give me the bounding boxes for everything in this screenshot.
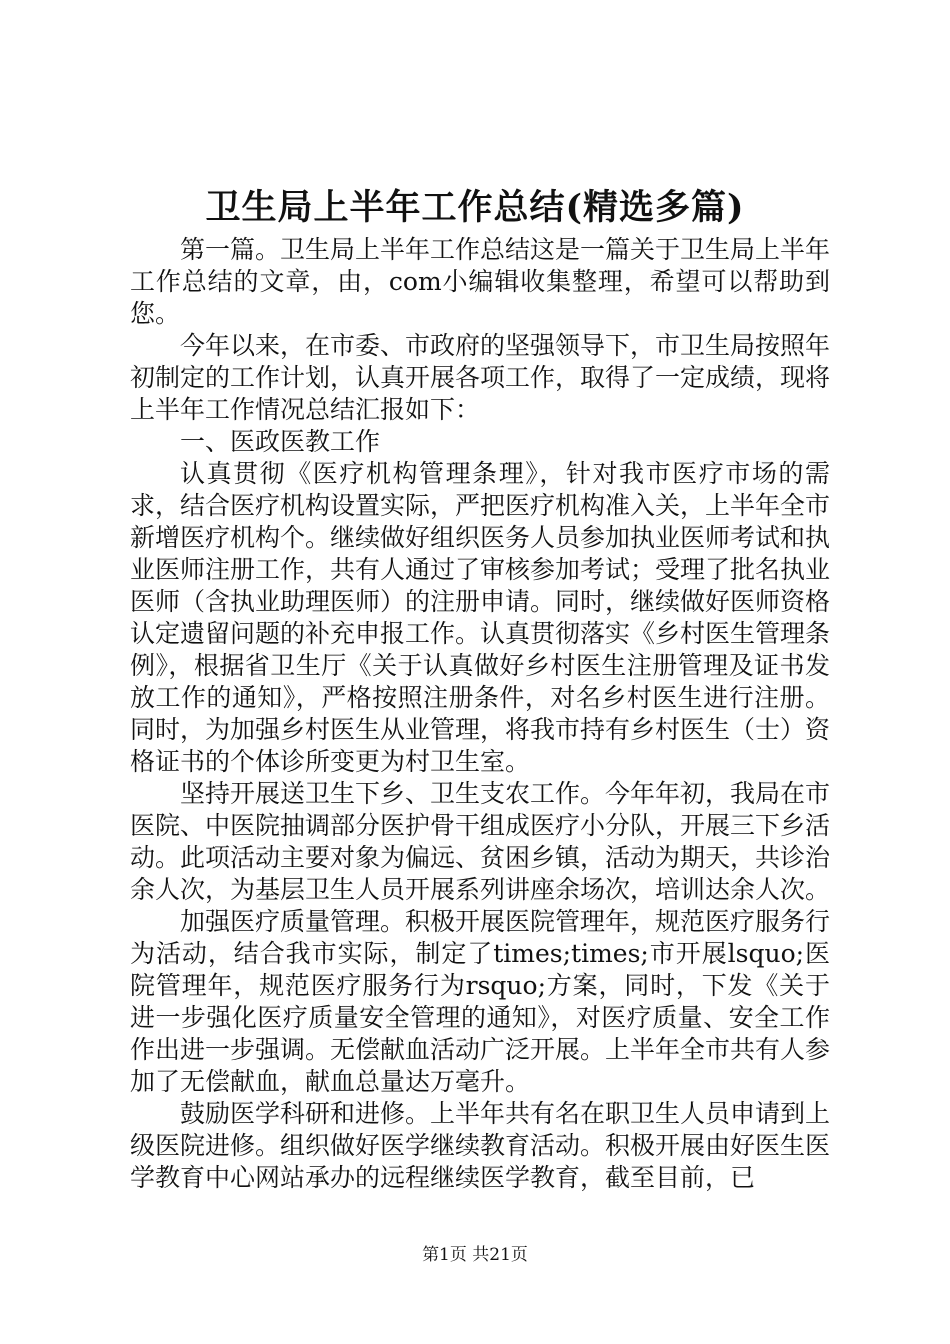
paragraph-rural-health: 坚持开展送卫生下乡、卫生支农工作。今年年初，我局在市医院、中医院抽调部分医护骨干组成医疗小分队，开展三下乡活动。此项活动主要对象为偏远、贫困乡镇，活动为期天，共诊治余人次，为基层卫生人员开展系列讲座余场次，培训达余人次。 [130,779,831,904]
document-body [130,234,830,1194]
paragraph-medical-institutions: 认真贯彻《医疗机构管理条理》，针对我市医疗市场的需求，结合医疗机构设置实际，严把医疗机构准入关，上半年全市新增医疗机构个。继续做好组织医务人员参加执业医师考试和执业医师注册工作，共有人通过了审核参加考试；受理了批名执业医师（含执业助理医师）的注册申请。同时，继续做好医师资格认定遗留问题的补充申报工作。认真贯彻落实《乡村医生管理条例》，根据省卫生厅《关于认真做好乡村医生注册管理及证书发放工作的通知》，严格按照注册条件，对名乡村医生进行注册。同时，为加强乡村医生从业管理，将我市持有乡村医生（士）资格证书的个体诊所变更为村卫生室。 [130,459,831,776]
paragraph-overview: 今年以来，在市委、市政府的坚强领导下，市卫生局按照年初制定的工作计划，认真开展各项工作，取得了一定成绩，现将上半年工作情况总结汇报如下： [130,331,831,424]
paragraph-quality-management: 加强医疗质量管理。积极开展医院管理年，规范医疗服务行为活动，结合我市实际，制定了times;times;市开展lsquo;医院管理年，规范医疗服务行为rsquo;方案，同时，下发《关于进一步强化医疗质量安全管理的通知》，对医疗质量、安全工作作出进一步强调。无偿献血活动广泛开展。上半年全市共有人参加了无偿献血，献血总量达万毫升。 [130,907,831,1096]
page-number-footer: 第1页 共21页 [422,1245,528,1265]
paragraph-intro: 第一篇。卫生局上半年工作总结这是一篇关于卫生局上半年工作总结的文章，由，com小编辑收集整理，希望可以帮助到您。 [130,235,831,328]
section-heading: 一、医政医教工作 [180,427,381,456]
document-title: 卫生局上半年工作总结(精选多篇) [205,187,745,228]
paragraph-research-training: 鼓励医学科研和进修。上半年共有名在职卫生人员申请到上级医院进修。组织做好医学继续教育活动。积极开展由好医生医学教育中心网站承办的远程继续医学教育，截至目前，已 [130,1099,831,1192]
